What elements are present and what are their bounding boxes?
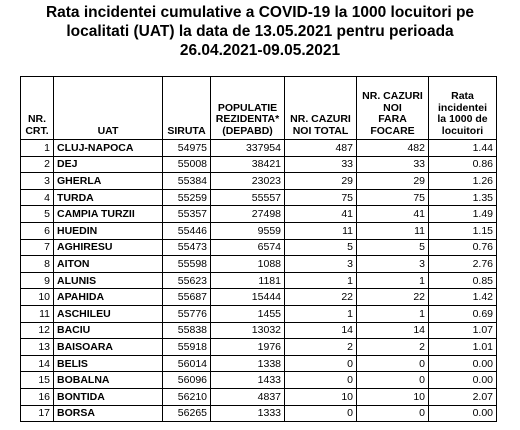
table-row <box>21 239 497 256</box>
table-row <box>21 405 497 422</box>
cell-cazuri-total: 0 <box>285 372 357 389</box>
cell-uat: CLUJ-NAPOCA <box>54 140 163 157</box>
cell-cazuri-total: 75 <box>285 189 357 206</box>
incidence-table <box>20 76 497 422</box>
cell-cazuri-total: 1 <box>285 272 357 289</box>
cell-cazuri-fara-focare: 14 <box>357 322 429 339</box>
cell-uat: BONTIDA <box>54 388 163 405</box>
table-row <box>21 156 497 173</box>
title-line-3: 26.04.2021-09.05.2021 <box>179 42 341 59</box>
cell-rata: 1.35 <box>429 189 497 206</box>
cell-populatie: 337954 <box>211 140 285 157</box>
cell-populatie: 1455 <box>211 305 285 322</box>
cell-siruta: 55357 <box>163 206 211 223</box>
cell-populatie: 38421 <box>211 156 285 173</box>
cell-cazuri-total: 3 <box>285 256 357 273</box>
cell-uat: BOBALNA <box>54 372 163 389</box>
cell-nr: 11 <box>21 305 54 322</box>
cell-cazuri-fara-focare: 11 <box>357 222 429 239</box>
table-row <box>21 173 497 190</box>
cell-rata: 0.00 <box>429 355 497 372</box>
cell-nr: 2 <box>21 156 54 173</box>
cell-rata: 2.76 <box>429 256 497 273</box>
cell-nr: 6 <box>21 222 54 239</box>
cell-populatie: 23023 <box>211 173 285 190</box>
cell-cazuri-total: 1 <box>285 305 357 322</box>
cell-uat: BAISOARA <box>54 339 163 356</box>
cell-rata: 1.01 <box>429 339 497 356</box>
cell-uat: ASCHILEU <box>54 305 163 322</box>
cell-nr: 17 <box>21 405 54 422</box>
cell-siruta: 55259 <box>163 189 211 206</box>
cell-nr: 1 <box>21 140 54 157</box>
cell-populatie: 1976 <box>211 339 285 356</box>
cell-cazuri-fara-focare: 3 <box>357 256 429 273</box>
title-line-2: localitati (UAT) la data de 13.05.2021 pentru perioada <box>66 23 454 40</box>
cell-cazuri-fara-focare: 482 <box>357 140 429 157</box>
table-header-row <box>21 77 497 140</box>
cell-uat: CAMPIA TURZII <box>54 206 163 223</box>
header-siruta: SIRUTA <box>163 77 211 140</box>
cell-uat: TURDA <box>54 189 163 206</box>
cell-rata: 0.00 <box>429 372 497 389</box>
cell-siruta: 55623 <box>163 272 211 289</box>
cell-siruta: 54975 <box>163 140 211 157</box>
cell-cazuri-fara-focare: 41 <box>357 206 429 223</box>
cell-populatie: 55557 <box>211 189 285 206</box>
cell-cazuri-fara-focare: 1 <box>357 305 429 322</box>
table-row <box>21 322 497 339</box>
cell-cazuri-fara-focare: 2 <box>357 339 429 356</box>
header-uat: UAT <box>54 77 163 140</box>
cell-populatie: 1181 <box>211 272 285 289</box>
cell-cazuri-fara-focare: 0 <box>357 372 429 389</box>
cell-uat: ALUNIS <box>54 272 163 289</box>
cell-cazuri-total: 41 <box>285 206 357 223</box>
cell-cazuri-fara-focare: 1 <box>357 272 429 289</box>
cell-cazuri-total: 487 <box>285 140 357 157</box>
cell-cazuri-fara-focare: 75 <box>357 189 429 206</box>
cell-nr: 9 <box>21 272 54 289</box>
cell-populatie: 13032 <box>211 322 285 339</box>
cell-cazuri-fara-focare: 33 <box>357 156 429 173</box>
cell-siruta: 55473 <box>163 239 211 256</box>
table-row <box>21 140 497 157</box>
cell-uat: BORSA <box>54 405 163 422</box>
cell-siruta: 55838 <box>163 322 211 339</box>
cell-rata: 0.76 <box>429 239 497 256</box>
cell-uat: BACIU <box>54 322 163 339</box>
cell-rata: 1.44 <box>429 140 497 157</box>
cell-cazuri-total: 5 <box>285 239 357 256</box>
cell-nr: 13 <box>21 339 54 356</box>
cell-cazuri-fara-focare: 0 <box>357 405 429 422</box>
cell-nr: 7 <box>21 239 54 256</box>
title-line-1: Rata incidentei cumulative a COVID-19 la 1000 locuitori pe <box>45 4 475 21</box>
cell-nr: 3 <box>21 173 54 190</box>
table-row <box>21 355 497 372</box>
cell-nr: 14 <box>21 355 54 372</box>
cell-populatie: 9559 <box>211 222 285 239</box>
cell-siruta: 55687 <box>163 289 211 306</box>
cell-siruta: 55598 <box>163 256 211 273</box>
header-nr-crt: NR. CRT. <box>21 77 54 140</box>
table-row <box>21 289 497 306</box>
cell-nr: 8 <box>21 256 54 273</box>
cell-populatie: 4837 <box>211 388 285 405</box>
cell-siruta: 56265 <box>163 405 211 422</box>
cell-uat: GHERLA <box>54 173 163 190</box>
cell-cazuri-fara-focare: 29 <box>357 173 429 190</box>
table-row <box>21 189 497 206</box>
cell-rata: 0.00 <box>429 405 497 422</box>
table-row <box>21 206 497 223</box>
cell-siruta: 55776 <box>163 305 211 322</box>
cell-cazuri-total: 2 <box>285 339 357 356</box>
header-rata-incidentei: Rata incidentei la 1000 de locuitori <box>429 77 497 140</box>
cell-uat: AITON <box>54 256 163 273</box>
cell-uat: APAHIDA <box>54 289 163 306</box>
cell-populatie: 1333 <box>211 405 285 422</box>
cell-rata: 1.15 <box>429 222 497 239</box>
header-cazuri-total: NR. CAZURI NOI TOTAL <box>285 77 357 140</box>
cell-populatie: 1433 <box>211 372 285 389</box>
table-row <box>21 222 497 239</box>
cell-rata: 1.49 <box>429 206 497 223</box>
cell-nr: 16 <box>21 388 54 405</box>
cell-populatie: 6574 <box>211 239 285 256</box>
cell-populatie: 27498 <box>211 206 285 223</box>
cell-cazuri-total: 0 <box>285 355 357 372</box>
cell-siruta: 55446 <box>163 222 211 239</box>
cell-nr: 4 <box>21 189 54 206</box>
table-row <box>21 372 497 389</box>
document-title <box>0 3 520 60</box>
table-row <box>21 388 497 405</box>
table-row <box>21 305 497 322</box>
cell-cazuri-total: 14 <box>285 322 357 339</box>
cell-rata: 0.86 <box>429 156 497 173</box>
cell-cazuri-total: 11 <box>285 222 357 239</box>
cell-rata: 1.26 <box>429 173 497 190</box>
cell-cazuri-total: 33 <box>285 156 357 173</box>
cell-cazuri-fara-focare: 10 <box>357 388 429 405</box>
cell-siruta: 55918 <box>163 339 211 356</box>
cell-cazuri-total: 29 <box>285 173 357 190</box>
table-row <box>21 272 497 289</box>
table-row <box>21 256 497 273</box>
table-row <box>21 339 497 356</box>
header-populatie: POPULATIE REZIDENTA* (DEPABD) <box>211 77 285 140</box>
cell-siruta: 55384 <box>163 173 211 190</box>
cell-cazuri-fara-focare: 22 <box>357 289 429 306</box>
cell-siruta: 56210 <box>163 388 211 405</box>
cell-uat: HUEDIN <box>54 222 163 239</box>
header-cazuri-fara-focare: NR. CAZURI NOI FARA FOCARE <box>357 77 429 140</box>
cell-rata: 0.69 <box>429 305 497 322</box>
cell-cazuri-total: 10 <box>285 388 357 405</box>
cell-cazuri-total: 22 <box>285 289 357 306</box>
cell-siruta: 55008 <box>163 156 211 173</box>
cell-nr: 5 <box>21 206 54 223</box>
cell-uat: AGHIRESU <box>54 239 163 256</box>
cell-populatie: 1338 <box>211 355 285 372</box>
cell-rata: 1.42 <box>429 289 497 306</box>
cell-cazuri-fara-focare: 5 <box>357 239 429 256</box>
cell-rata: 1.07 <box>429 322 497 339</box>
cell-siruta: 56014 <box>163 355 211 372</box>
cell-siruta: 56096 <box>163 372 211 389</box>
cell-rata: 0.85 <box>429 272 497 289</box>
cell-cazuri-fara-focare: 0 <box>357 355 429 372</box>
cell-uat: DEJ <box>54 156 163 173</box>
cell-nr: 15 <box>21 372 54 389</box>
cell-populatie: 15444 <box>211 289 285 306</box>
cell-rata: 2.07 <box>429 388 497 405</box>
cell-populatie: 1088 <box>211 256 285 273</box>
cell-cazuri-total: 0 <box>285 405 357 422</box>
cell-nr: 12 <box>21 322 54 339</box>
cell-nr: 10 <box>21 289 54 306</box>
table-body <box>21 140 497 422</box>
cell-uat: BELIS <box>54 355 163 372</box>
